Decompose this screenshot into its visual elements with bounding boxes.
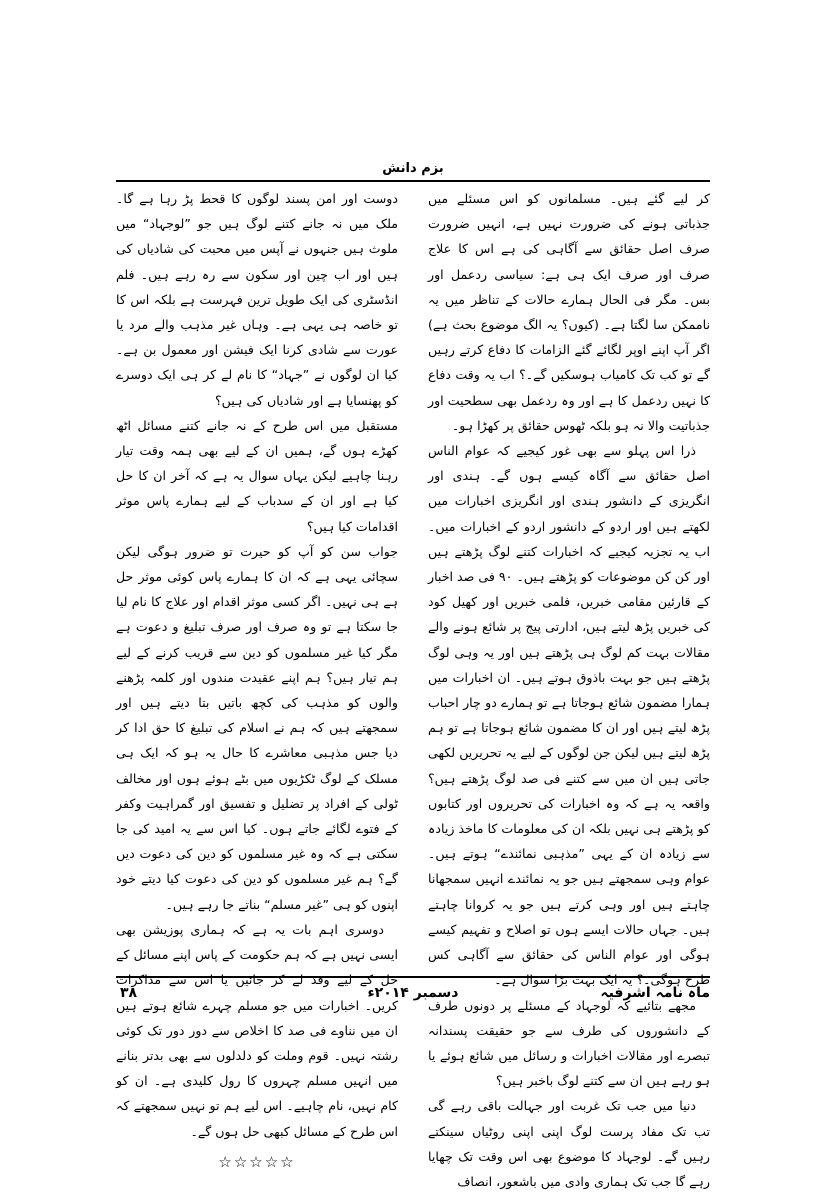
footer-issue-date: دسمبر ۲۰۱۴ء xyxy=(367,985,459,1001)
paragraph: مجھے بتائیے کہ لوجہاد کے مسئلے پر دونوں طرف کے دانشوروں کی طرف سے جو حقیقت پسندانہ تبصرے اور مقالات اخبارات و رسائل میں شائع ہوئے یا ہو رہے ہیں ان سے کتنے لوگ باخبر ہیں؟ xyxy=(428,997,710,1089)
footer-magazine-name: ماہ نامہ اشرفیہ xyxy=(600,985,710,1001)
paragraph: دوسری اہم بات یہ ہے کہ ہماری پوزیشن بھی ایسی نہیں ہے کہ ہم حکومت کے پاس اپنے مسائل کے حل کے لیے وفد لے کر جائیں یا اس سے مذاکرات کریں۔ اخبارات میں جو مسلم چہرے شائع ہوتے ہیں ان میں نناوے فی صد کا اخلاص سے دور دور تک کوئی رشتہ نہیں۔ قوم وملت کو دلدلوں سے بھی بدتر بنانے میں انہیں مسلم چہروں کا رول کلیدی ہے۔ ان کو کام نہیں، نام چاہیے۔ اس لیے ہم تو نہیں سمجھتے کہ اس طرح کے مسائل کبھی حل ہوں گے۔ xyxy=(116,921,398,1139)
paragraph: مستقبل میں اس طرح کے نہ جانے کتنے مسائل اٹھ کھڑے ہوں گے، ہمیں ان کے لیے بھی ہمہ وقت تیار رہنا چاہیے لیکن یہاں سوال یہ ہے کہ آخر ان کا حل کیا ہے اور ان کے سدباب کے لیے ہمارے پاس موثر اقدامات کیا ہیں؟ xyxy=(116,417,398,534)
header-rule xyxy=(116,180,710,182)
footer-rule xyxy=(116,976,710,978)
paragraph: جواب سن کو آپ کو حیرت تو ضرور ہوگی لیکن سچائی یہی ہے کہ ان کا ہمارے پاس کوئی موثر حل ہے ہی نہیں۔ اگر کسی موثر اقدام اور علاج کا نام لیا جا سکتا ہے تو وہ صرف اور صرف تبلیغ و دعوت ہے مگر کیا غیر مسلموں کو دین سے قریب کرنے کے لیے ہم تیار ہیں؟ ہم اپنے عقیدت مندوں اور کلمہ پڑھنے والوں کو مذہب کی کچھ باتیں بتا دیتے ہیں اور سمجھتے ہیں کہ ہم نے اسلام کی تبلیغ کا حق ادا کر دیا جس مذہبی معاشرے کا حال یہ ہو کہ ایک ہی مسلک کے لوگ ٹکڑیوں میں بٹے ہوئے ہوں اور مخالف ٹولی کے افراد پر تضلیل و تفسیق اور گمراہیت وکفر کے فتوے لگائے جاتے ہوں۔ کیا اس سے یہ امید کی جا سکتی ہے کہ وہ غیر مسلموں کو دین کی دعوت دیں گے؟ ہم غیر مسلموں کو دین کی دعوت کیا دیتے خود اپنوں کو ہی ”غیر مسلم“ بناتے جا رہے ہیں۔ xyxy=(116,543,398,912)
paragraph: ذرا اس پہلو سے بھی غور کیجیے کہ عوام الناس اصل حقائق سے آگاہ کیسے ہوں گے۔ ہندی اور انگریزی کے دانشور ہندی اور انگریزی اخبارات میں لکھتے ہیں اور اردو کے دانشور اردو کے اخبارات میں۔ اب یہ تجزیہ کیجیے کہ اخبارات کتنے لوگ پڑھتے ہیں اور کن کن موضوعات کو پڑھتے ہیں۔ ۹۰ فی صد اخبار کے قارئین مقامی خبریں، فلمی خبریں اور کھیل کود کی خبریں پڑھ لیتے ہیں، ادارتی پیج پر شائع ہونے والے مقالات بہت کم لوگ ہی پڑھتے ہیں اور یہ وہی لوگ پڑھتے ہیں جو بہت باذوق ہوتے ہیں۔ ان اخبارات میں ہمارا مضمون شائع ہوجاتا ہے تو ہمارے دو چار احباب پڑھ لیتے ہیں اور ان کا مضمون شائع ہوجاتا ہے تو ہم پڑھ لیتے ہیں لیکن جن لوگوں کے لیے یہ تحریریں لکھی جاتی ہیں ان میں سے کتنے فی صد لوگ پڑھتے ہیں؟ واقعہ یہ ہے کہ وہ اخبارات کی تحریروں اور کتابوں کو پڑھتے ہی نہیں بلکہ ان کی معلومات کا ماخذ زیادہ سے زیادہ ان کے یہی ”مذہبی نمائندے“ ہوتے ہیں۔ عوام وہی سمجھتے ہیں جو یہ نمائندے انہیں سمجھانا چاہتے ہیں اور وہی کرتے ہیں جو یہ کروانا چاہتے ہیں۔ جہاں حالات ایسے ہوں تو اصلاح و تفہیم کیسے ہوگی اور عوام الناس کی حقائق سے آگاہی کس طرح ہوگی۔؟ یہ ایک بہت بڑا سوال ہے۔ xyxy=(428,443,710,988)
end-of-article-stars: ☆☆☆☆☆ xyxy=(218,1152,296,1171)
footer-page-number: ۳۸ xyxy=(120,985,138,1001)
paragraph: کر لیے گئے ہیں۔ مسلمانوں کو اس مسئلے میں جذباتی ہونے کی ضرورت نہیں ہے، انہیں ضرورت صرف اصل حقائق سے آگاہی کی ہے اس کا علاج صرف اور صرف ایک ہی ہے: سیاسی ردعمل اور بس۔ مگر فی الحال ہمارے حالات کے تناظر میں یہ ناممکن سا لگتا ہے۔ (کیوں؟ یہ الگ موضوع بحث ہے) اگر آپ اپنے اوپر لگائے گئے الزامات کا دفاع کرتے رہیں گے تو کب تک کامیاب ہوسکیں گے۔؟ اب یہ وقت دفاع کا نہیں ردعمل کا ہے اور وہ ردعمل بھی سطحیت اور جذباتیت والا نہ ہو بلکہ ٹھوس حقائق پر کھڑا ہو۔ xyxy=(428,191,710,433)
paragraph: دوست اور امن پسند لوگوں کا قحط پڑ رہا ہے گا۔ ملک میں نہ جانے کتنے لوگ ہیں جو ”لوجہاد“ میں ملوث ہیں جنہوں نے آپس میں محبت کی شادیاں کی ہیں اور اب چین اور سکون سے رہ رہے ہیں۔ فلم انڈسٹری کی ایک طویل ترین فہرست ہے بلکہ اس کا تو خاصہ ہی یہی ہے۔ وہاں غیر مذہب والے مرد یا عورت سے شادی کرنا ایک فیشن اور معمول بن ہے۔ کیا ان لوگوں نے ”جہاد“ کا نام لے کر ہی ایک دوسرے کو پھنسایا ہے اور شادیاں کی ہیں؟ xyxy=(116,191,398,408)
paragraph: دنیا میں جب تک غربت اور جہالت باقی رہے گی تب تک مفاد پرست لوگ اپنی اپنی روٹیاں سینکتے رہیں گے۔ لوجہاد کا موضوع بھی اس وقت تک چھایا رہے گا جب تک ہماری وادی میں باشعور، انصاف xyxy=(428,1098,710,1189)
page-header-title: بزم دانش xyxy=(382,161,444,176)
